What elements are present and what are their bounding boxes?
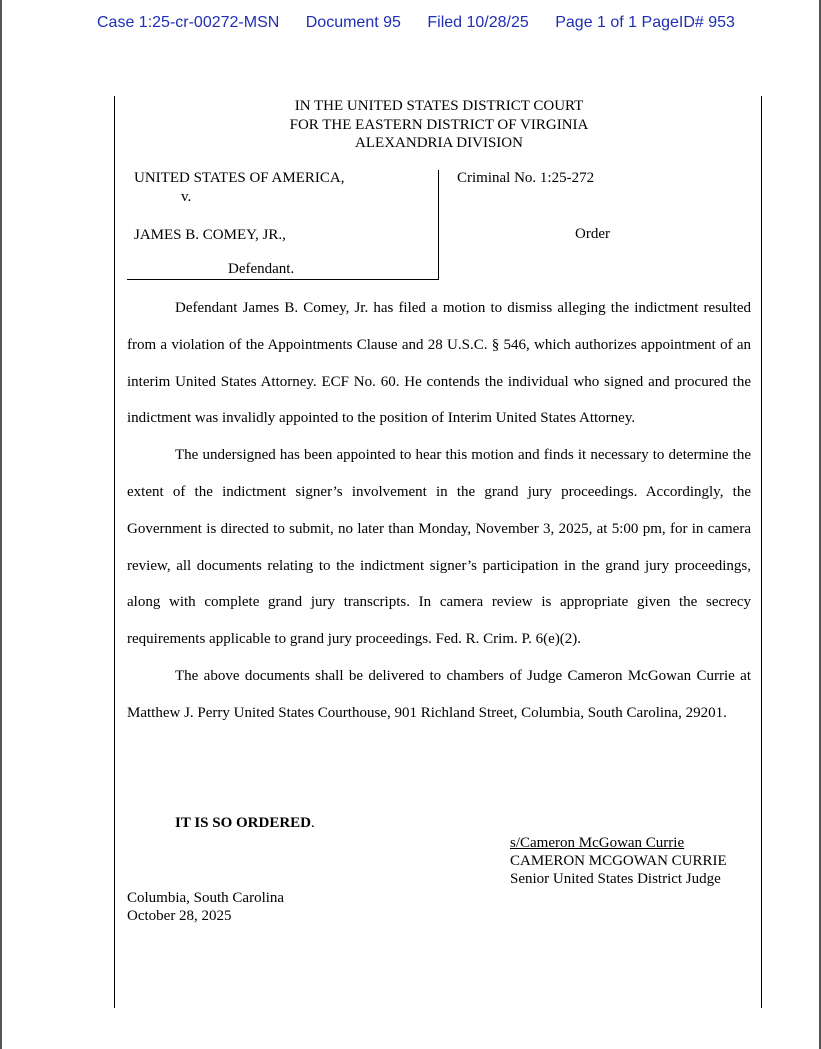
criminal-case-number: Criminal No. 1:25-272 xyxy=(457,170,595,186)
viewer-left-edge xyxy=(0,0,2,1049)
ecf-header-stamp xyxy=(97,14,735,32)
so-ordered-line xyxy=(175,815,315,832)
court-heading-line1: IN THE UNITED STATES DISTRICT COURT xyxy=(294,98,584,114)
signing-date: October 28, 2025 xyxy=(127,908,232,924)
order-body xyxy=(127,290,751,732)
body-paragraph-1: Defendant James B. Comey, Jr. has filed a motion to dismiss alleging the indictment resulted from a violation of the Appointments Clause and 28 U.S.C. § 546, which authorizes appointment of an interim United States Attorney. ECF No. 60. He contends the individual who signed and procured the indictment was invalidly appointed to the position of Interim United States Attorney. xyxy=(127,300,751,427)
body-paragraph-2: The undersigned has been appointed to hear this motion and finds it necessary to determine the extent of the indictment signer’s involvement in the grand jury proceedings. Accordingly, the Government is directed to submit, no later than Monday, November 3, 2025, at 5:00 pm, for in camera review, all documents relating to the indictment signer’s participation in the grand jury proceedings, along with complete grand jury transcripts. In camera review is appropriate given the secrecy requirements applicable to grand jury proceedings. Fed. R. Crim. P. 6(e)(2). xyxy=(127,447,751,648)
caption-versus: v. xyxy=(181,189,192,205)
court-heading-line2: FOR THE EASTERN DISTRICT OF VIRGINIA xyxy=(289,116,589,133)
signature-block xyxy=(510,834,727,888)
court-heading xyxy=(127,97,751,153)
caption-defendant-label: Defendant. xyxy=(228,261,295,277)
caption-plaintiff: UNITED STATES OF AMERICA, xyxy=(134,170,345,186)
court-heading-line3: ALEXANDRIA DIVISION xyxy=(355,135,523,151)
case-caption-box xyxy=(127,170,439,280)
judge-title: Senior United States District Judge xyxy=(510,871,721,887)
judge-name: CAMERON MCGOWAN CURRIE xyxy=(510,853,727,869)
document-title: Order xyxy=(575,226,610,242)
body-paragraph-3: The above documents shall be delivered to chambers of Judge Cameron McGowan Currie at Matthew J. Perry United States Courthouse, 901 Richland Street, Columbia, South Carolina, 29201. xyxy=(127,667,751,721)
electronic-signature: s/Cameron McGowan Currie xyxy=(510,835,685,851)
caption-defendant-name: JAMES B. COMEY, JR., xyxy=(134,227,286,243)
stamp-page-id: Page 1 of 1 PageID# 953 xyxy=(555,14,735,31)
page-left-border xyxy=(114,96,115,1008)
stamp-document-number: Document 95 xyxy=(305,14,401,31)
signing-place: Columbia, South Carolina xyxy=(127,890,285,906)
place-and-date xyxy=(127,889,284,925)
so-ordered-text: IT IS SO ORDERED xyxy=(175,815,312,831)
page-right-border xyxy=(761,96,762,1008)
so-ordered-period: . xyxy=(311,815,315,831)
stamp-filed-date: Filed 10/28/25 xyxy=(427,14,529,31)
stamp-case-number: Case 1:25-cr-00272-MSN xyxy=(97,14,280,31)
